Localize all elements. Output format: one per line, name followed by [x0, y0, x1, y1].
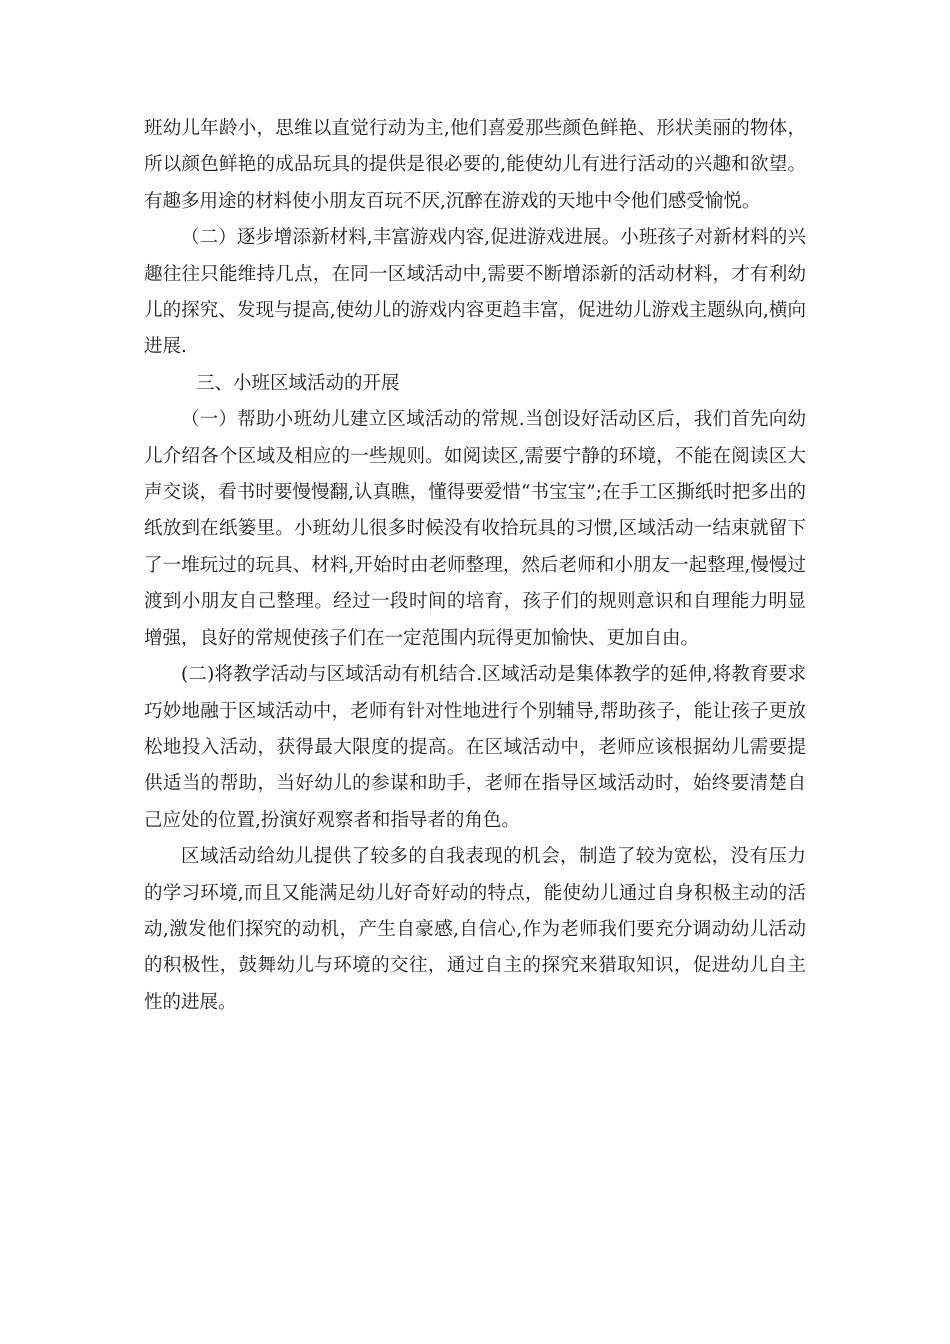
document-body — [144, 111, 806, 1021]
paragraph-continuation: 班幼儿年龄小，思维以直觉行动为主,他们喜爱那些颜色鲜艳、形状美丽的物体，所以颜色鲜艳的成品玩具的提供是很必要的,能使幼儿有进行活动的兴趣和欲望。有趣多用途的材料使小朋友百玩不厌,沉醉在游戏的天地中令他们感受愉悦。 — [144, 118, 806, 212]
paragraph-teaching-integration: (二)将教学活动与区域活动有机结合.区域活动是集体教学的延伸,将教育要求巧妙地融于区域活动中，老师有针对性地进行个别辅导,帮助孩子，能让孩子更放松地投入活动，获得最大限度的提高。在区域活动中，老师应该根据幼儿需要提供适当的帮助，当好幼儿的参谋和助手，老师在指导区域活动时，始终要清楚自己应处的位置,扮演好观察者和指导者的角色。 — [144, 664, 806, 831]
section-heading: 三、小班区域活动的开展 — [196, 372, 400, 394]
paragraph-routine-rules: （一）帮助小班幼儿建立区域活动的常规.当创设好活动区后，我们首先向幼儿介绍各个区域及相应的一些规则。如阅读区,需要宁静的环境，不能在阅读区大声交谈，看书时要慢慢翻,认真瞧，懂得要爱惜“书宝宝”;在手工区撕纸时把多出的纸放到在纸篓里。小班幼儿很多时候没有收拾玩具的习惯,区域活动一结束就留下了一堆玩过的玩具、材料,开始时由老师整理，然后老师和小朋友一起整理,慢慢过渡到小朋友自己整理。经过一段时间的培育，孩子们的规则意识和自理能力明显增强，良好的常规使孩子们在一定范围内玩得更加愉快、更加自由。 — [144, 409, 806, 649]
paragraph-conclusion: 区域活动给幼儿提供了较多的自我表现的机会，制造了较为宽松，没有压力的学习环境,而且又能满足幼儿好奇好动的特点，能使幼儿通过自身积极主动的活动,激发他们探究的动机，产生自豪感,自信心,作为老师我们要充分调动幼儿活动的积极性，鼓舞幼儿与环境的交往，通过自主的探究来猎取知识，促进幼儿自主性的进展。 — [144, 846, 806, 1013]
paragraph-new-materials: （二）逐步增添新材料,丰富游戏内容,促进游戏进展。小班孩子对新材料的兴趣往往只能维持几点，在同一区域活动中,需要不断增添新的活动材料，才有利幼儿的探究、发现与提高,使幼儿的游戏内容更趋丰富，促进幼儿游戏主题纵向,横向进展. — [144, 227, 806, 358]
